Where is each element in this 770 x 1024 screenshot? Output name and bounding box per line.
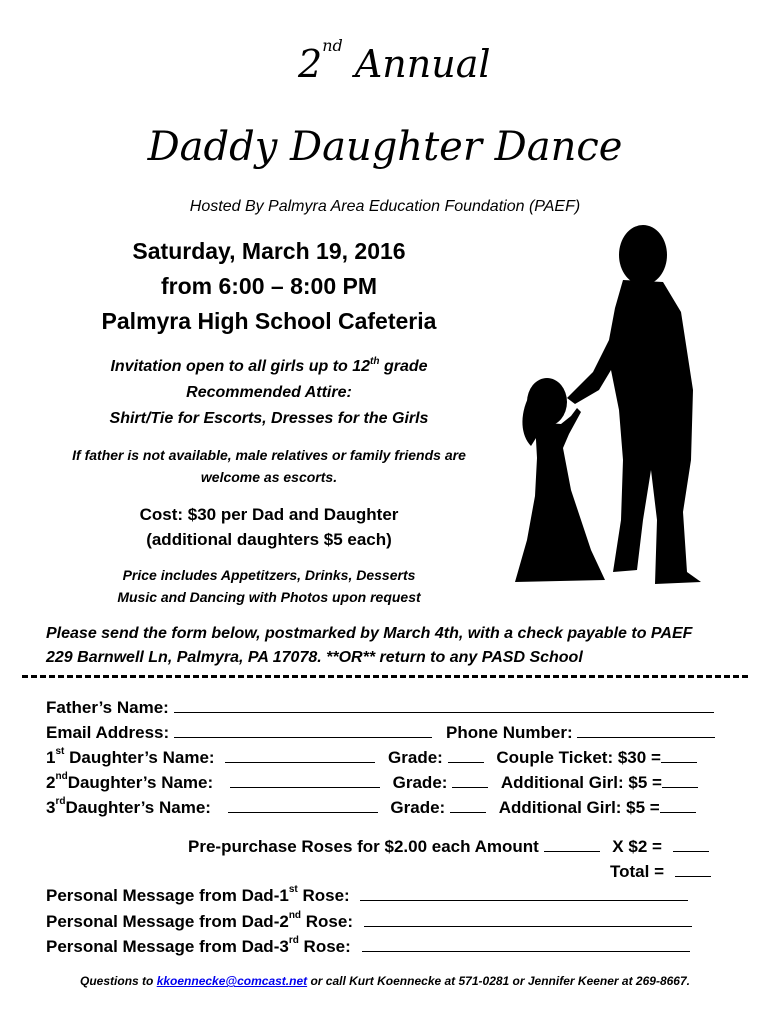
rose-message-2-field[interactable] bbox=[364, 912, 692, 927]
escort-note-line1: If father is not available, male relatives or family friends are bbox=[72, 447, 466, 463]
rose-message-1-row: Personal Message from Dad-1st Rose: bbox=[46, 886, 688, 906]
additional-girl-label-2: Additional Girl: $5 = bbox=[500, 773, 662, 792]
cost-line: Cost: $30 per Dad and Daughter bbox=[139, 505, 399, 524]
daughter3-row: 3rdDaughter’s Name: Grade: Additional Girl: $5 = bbox=[46, 798, 696, 818]
roses-multiplier: X $2 = bbox=[612, 837, 662, 856]
daughter2-name-field[interactable] bbox=[230, 773, 380, 788]
fathers-name-field[interactable] bbox=[174, 698, 714, 713]
annual-word: Annual bbox=[354, 42, 491, 86]
daughter2-grade-label: Grade: bbox=[392, 773, 448, 792]
total-row bbox=[610, 862, 711, 882]
daughter3-grade-label: Grade: bbox=[390, 798, 446, 817]
rose-message-3-field[interactable] bbox=[362, 937, 690, 952]
daughter2-row: 2ndDaughter’s Name: Grade: Additional Girl: $5 = bbox=[46, 773, 698, 793]
price-includes-line2: Music and Dancing with Photos upon request bbox=[117, 589, 421, 605]
event-date: Saturday, March 19, 2016 bbox=[132, 238, 406, 264]
daughter1-row: 1st Daughter’s Name: Grade: Couple Ticket: $30 = bbox=[46, 748, 697, 768]
escort-note-line2: welcome as escorts. bbox=[200, 469, 338, 485]
invitation-line: Invitation open to all girls up to 12th grade bbox=[110, 356, 428, 375]
additional-girl-field-3[interactable] bbox=[660, 798, 696, 813]
event-time: from 6:00 – 8:00 PM bbox=[160, 273, 378, 299]
daughter2-grade-field[interactable] bbox=[452, 773, 488, 788]
rose-message-1-field[interactable] bbox=[360, 886, 688, 901]
footer-questions: Questions to kkoennecke@comcast.net or call Kurt Koennecke at 571-0281 or Jennifer Keener at 269-8667. bbox=[80, 974, 690, 988]
roses-total-field[interactable] bbox=[673, 837, 709, 852]
cost-additional: (additional daughters $5 each) bbox=[146, 530, 392, 549]
fathers-name-label: Father’s Name: bbox=[46, 698, 169, 717]
additional-girl-label-3: Additional Girl: $5 = bbox=[498, 798, 660, 817]
daughter3-label: Daughter’s Name: bbox=[65, 798, 211, 817]
attire-label: Recommended Attire: bbox=[186, 384, 352, 401]
price-includes-line1: Price includes Appetitzers, Drinks, Desserts bbox=[122, 567, 416, 583]
email-phone-row bbox=[46, 723, 715, 743]
daughter1-grade-field[interactable] bbox=[448, 748, 484, 763]
couple-ticket-label: Couple Ticket: $30 = bbox=[496, 748, 661, 767]
additional-girl-field-2[interactable] bbox=[662, 773, 698, 788]
roses-row bbox=[188, 837, 709, 857]
daughter1-label: Daughter’s Name: bbox=[64, 748, 215, 767]
total-field[interactable] bbox=[675, 862, 711, 877]
phone-field[interactable] bbox=[577, 723, 715, 738]
annual-superscript: nd bbox=[322, 36, 343, 55]
annual-number: 2 bbox=[298, 42, 323, 86]
hosted-by: Hosted By Palmyra Area Education Foundation (PAEF) bbox=[189, 198, 581, 215]
phone-label: Phone Number: bbox=[446, 723, 573, 742]
fathers-name-row bbox=[46, 698, 714, 718]
email-label: Email Address: bbox=[46, 723, 170, 742]
email-field[interactable] bbox=[174, 723, 432, 738]
roses-amount-field[interactable] bbox=[544, 837, 600, 852]
daughter1-grade-label: Grade: bbox=[388, 748, 443, 767]
father-daughter-silhouette bbox=[505, 220, 725, 590]
daughter2-label: Daughter’s Name: bbox=[67, 773, 214, 792]
rose-message-3-row: Personal Message from Dad-3rd Rose: bbox=[46, 937, 690, 957]
contact-email-link[interactable]: kkoennecke@comcast.net bbox=[156, 974, 308, 988]
daughter3-name-field[interactable] bbox=[228, 798, 378, 813]
cut-line-divider bbox=[22, 675, 748, 678]
mail-instructions-line2: 229 Barnwell Ln, Palmyra, PA 17078. **OR** return to any PASD School bbox=[46, 649, 583, 666]
annual-heading bbox=[298, 36, 491, 86]
total-label: Total = bbox=[610, 862, 664, 881]
roses-label: Pre-purchase Roses for $2.00 each Amount bbox=[188, 837, 539, 856]
rose-message-2-row: Personal Message from Dad-2nd Rose: bbox=[46, 912, 692, 932]
attire-text: Shirt/Tie for Escorts, Dresses for the Girls bbox=[109, 410, 429, 427]
mail-instructions-line1: Please send the form below, postmarked by March 4th, with a check payable to PAEF bbox=[46, 625, 693, 642]
couple-ticket-field[interactable] bbox=[661, 748, 697, 763]
daughter1-name-field[interactable] bbox=[225, 748, 375, 763]
event-title: Daddy Daughter Dance bbox=[147, 124, 623, 170]
event-location: Palmyra High School Cafeteria bbox=[101, 308, 437, 334]
daughter3-grade-field[interactable] bbox=[450, 798, 486, 813]
